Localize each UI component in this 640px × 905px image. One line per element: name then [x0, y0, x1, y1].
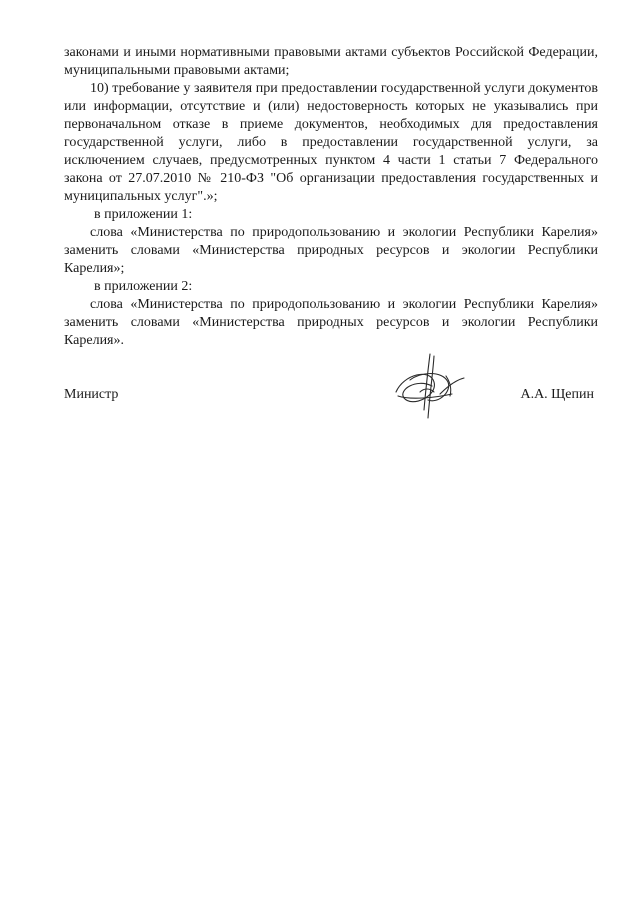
- document-body: [64, 44, 598, 350]
- appendix-2-replacement: слова «Министерства по природопользованию и экологии Республики Карелия» заменить словами «Министерства природных ресурсов и экологии Республики Карелия».: [64, 297, 598, 348]
- signatory-name: А.А. Щепин: [520, 387, 594, 402]
- handwritten-signature-icon: [390, 352, 480, 422]
- appendix-1-heading: в приложении 1:: [94, 207, 193, 222]
- signatory-title: Министр: [64, 387, 119, 402]
- paragraph-continuation: законами и иными нормативными правовыми актами субъектов Российской Федерации, муниципальными правовыми актами;: [64, 45, 598, 78]
- paragraph-item-10: 10) требование у заявителя при предоставлении государственной услуги документов или информации, отсутствие и (или) недостоверность которых не указывались при первоначальном отказе в приеме документов, необходимых для предоставления государственной услуги, либо в предоставлении государственной услуги, за исключением случаев, предусмотренных пунктом 4 части 1 статьи 7 Федерального закона от 27.07.2010 № 210-ФЗ "Об организации предоставления государственных и муниципальных услуг".»;: [64, 81, 598, 204]
- signature-block: [64, 372, 598, 432]
- appendix-1-replacement: слова «Министерства по природопользованию и экологии Республики Карелия» заменить словами «Министерства природных ресурсов и экологии Республики Карелия»;: [64, 225, 598, 276]
- appendix-2-heading: в приложении 2:: [94, 279, 193, 294]
